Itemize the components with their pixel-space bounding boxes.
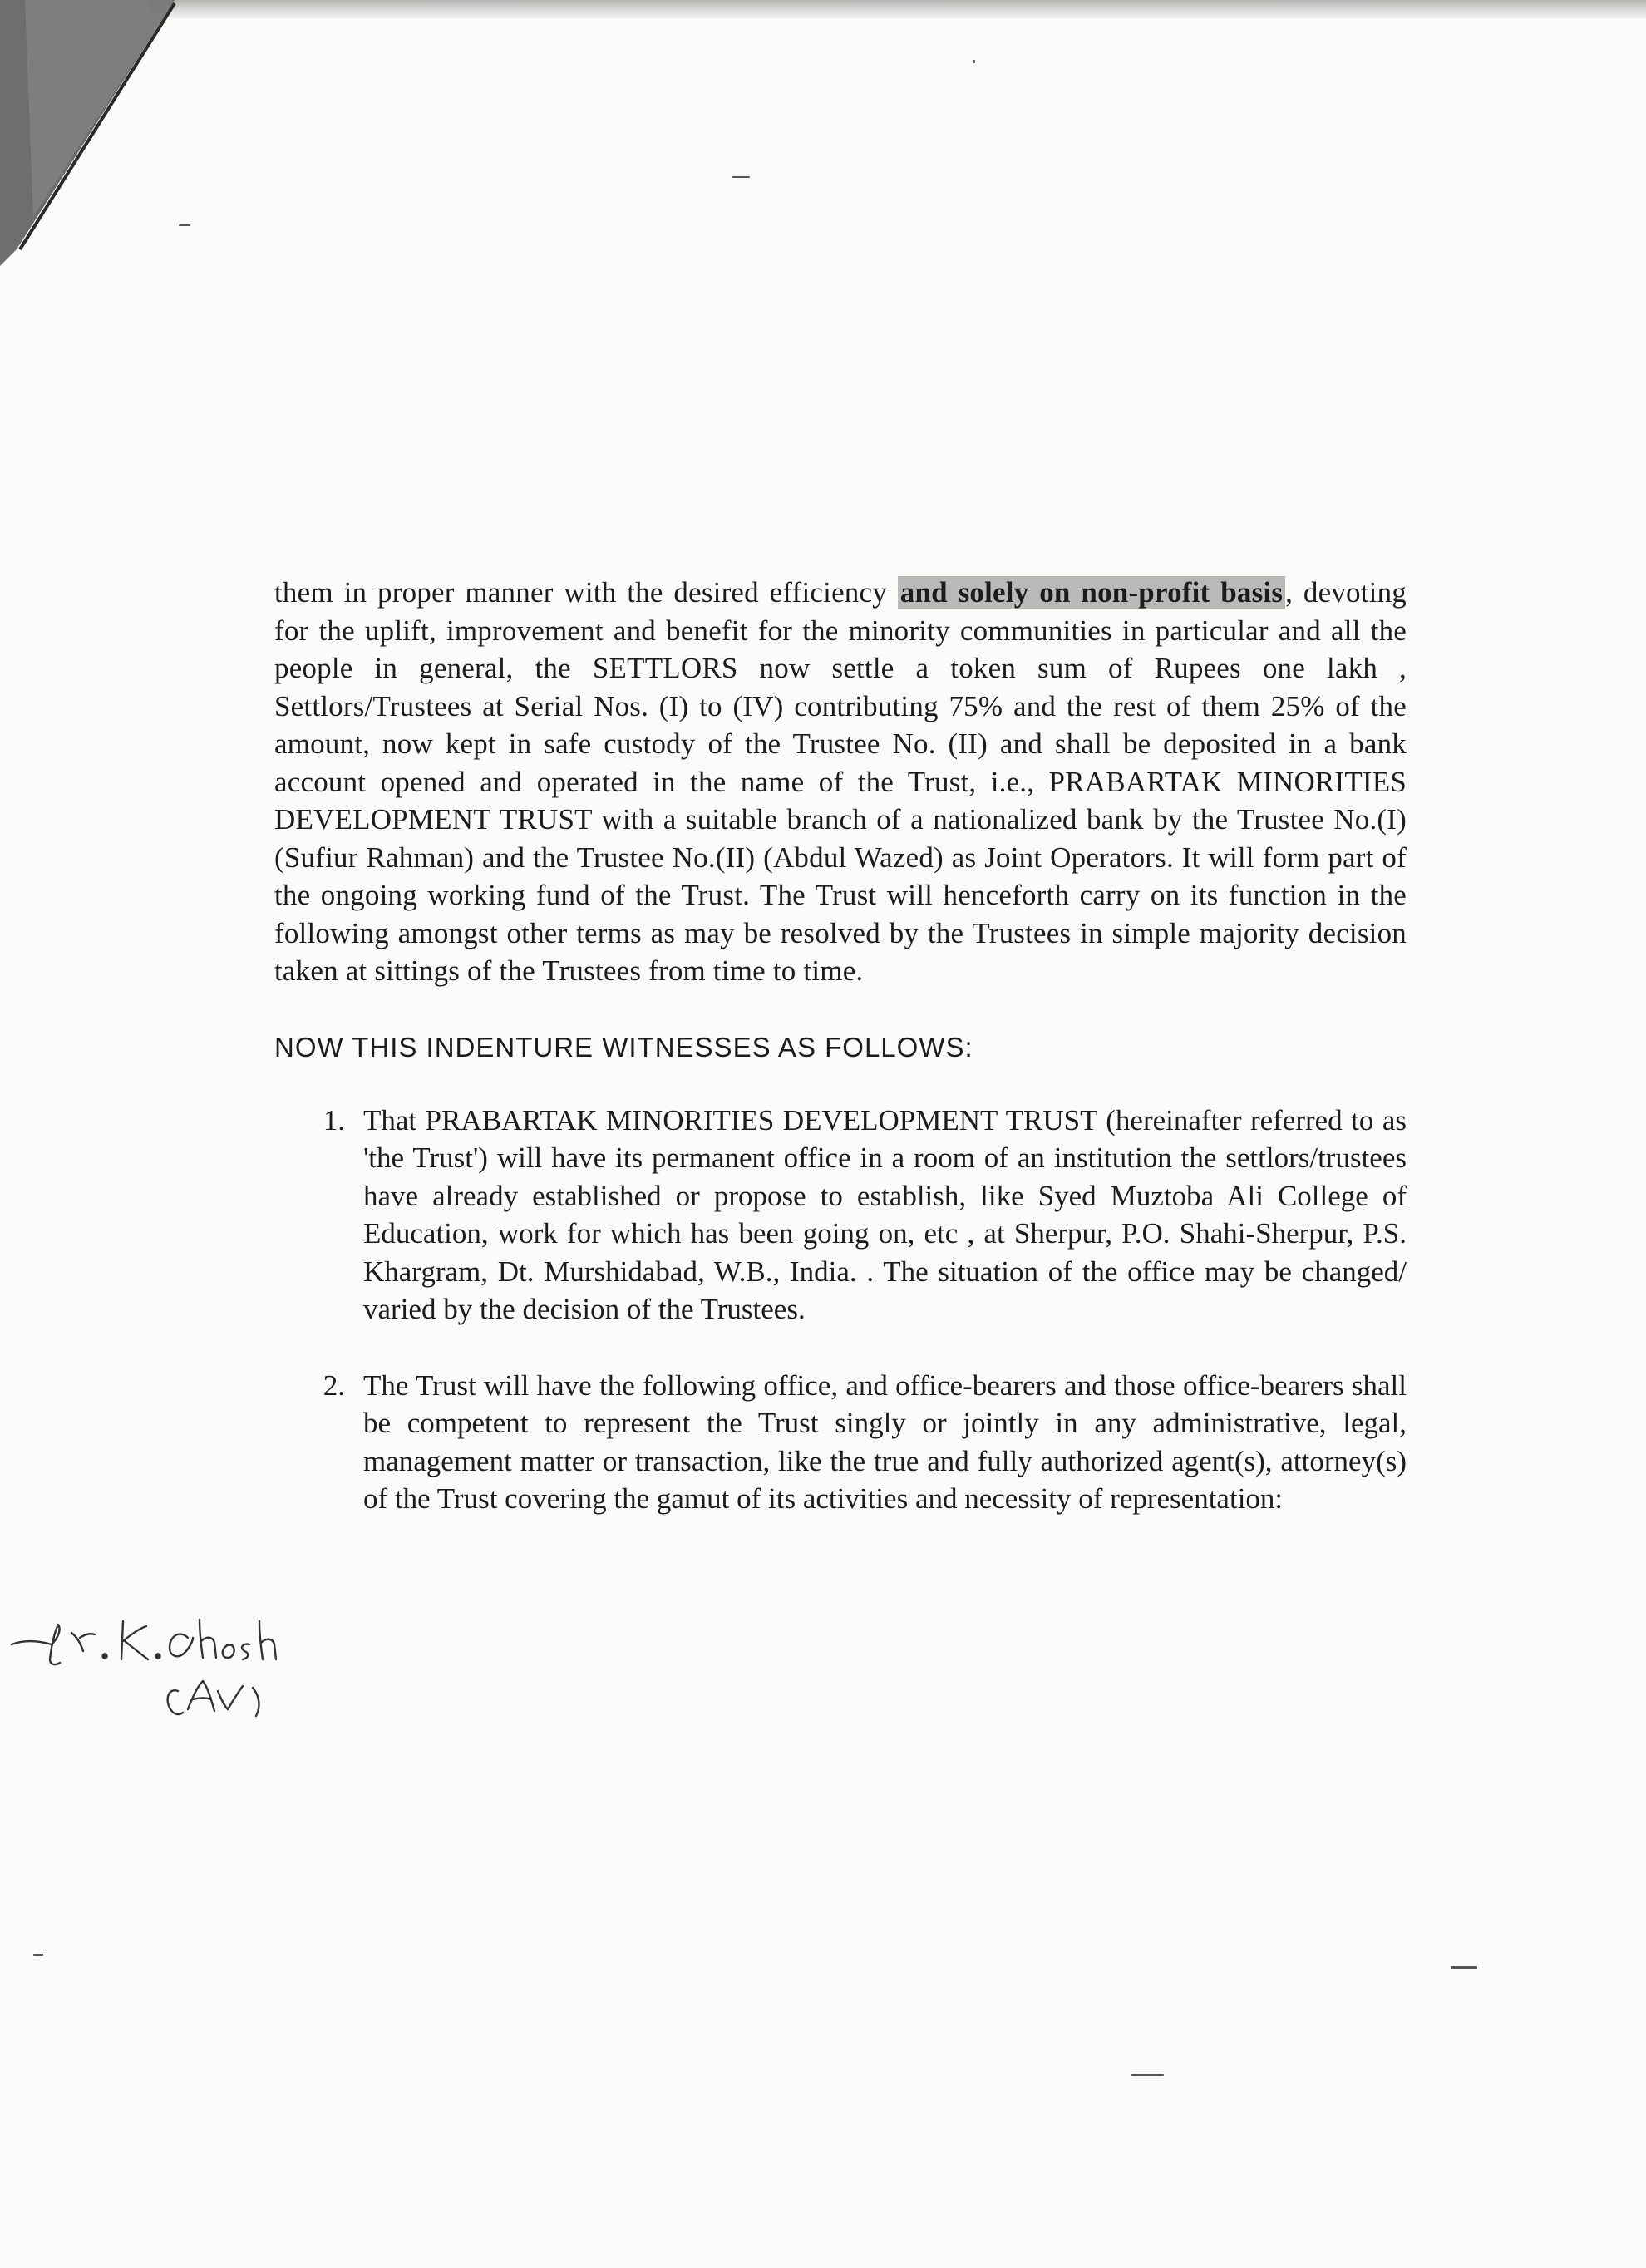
scan-speck — [732, 176, 750, 178]
scan-speck — [33, 1954, 43, 1956]
clause-number: 2. — [323, 1368, 345, 1402]
opening-text-start: them in proper manner with the desired efficiency — [274, 576, 898, 609]
opening-paragraph — [274, 574, 1407, 990]
scan-speck — [179, 224, 190, 226]
opening-text-rest: , devoting for the uplift, improvement and benefit for the minority communities in particular and all the people in general, the SETTLORS now settle a token sum of Rupees one lakh , Settlors/Trustees at Serial Nos. (I) to (IV) contributing 75% and the rest of them 25% of the amount, now kept in safe custody of the Trustee No. (II) and shall be deposited in a bank account opened and operated in the name of the Trust, i.e., PRABARTAK MINORITIES DEVELOPMENT TRUST with a suitable branch of a nationalized bank by the Trustee No.(I) (Sufiur Rahman) and the Trustee No.(II) (Abdul Wazed) as Joint Operators. It will form part of the ongoing working fund of the Trust. The Trust will henceforth carry on its function in the following amongst other terms as may be resolved by the Trustees in simple majority decision taken at sittings of the Trustees from time to time. — [274, 576, 1407, 987]
clause-item — [274, 1367, 1407, 1518]
scan-corner-fold — [0, 0, 216, 274]
scan-speck — [1451, 1966, 1477, 1969]
document-body — [274, 574, 1407, 1518]
scan-top-edge — [150, 0, 1646, 18]
clause-number: 1. — [323, 1103, 345, 1136]
margin-signature — [0, 1605, 333, 1729]
scan-speck — [973, 60, 975, 63]
section-heading: NOW THIS INDENTURE WITNESSES AS FOLLOWS: — [274, 1031, 973, 1063]
clause-text: The Trust will have the following office, and office-bearers and those office-bearers shall be competent to represent the Trust singly or jointly in any administrative, legal, management matter or transaction, like the true and fully authorized agent(s), attorney(s) of the Trust covering the gamut of its activities and necessity of representation: — [363, 1368, 1407, 1515]
highlighted-phrase: and solely on non-profit basis — [898, 576, 1285, 609]
scan-speck — [1131, 2074, 1164, 2076]
clause-item — [274, 1102, 1407, 1329]
clause-text: That PRABARTAK MINORITIES DEVELOPMENT TRUST (hereinafter referred to as 'the Trust') will have its permanent office in a room of an institution the settlors/trustees have already established or propose to establish, like Syed Muztoba Ali College of Education, work for which has been going on, etc , at Sherpur, P.O. Shahi-Sherpur, P.S. Khargram, Dt. Murshidabad, W.B., India. . The situation of the office may be changed/ varied by the decision of the Trustees. — [363, 1103, 1407, 1325]
